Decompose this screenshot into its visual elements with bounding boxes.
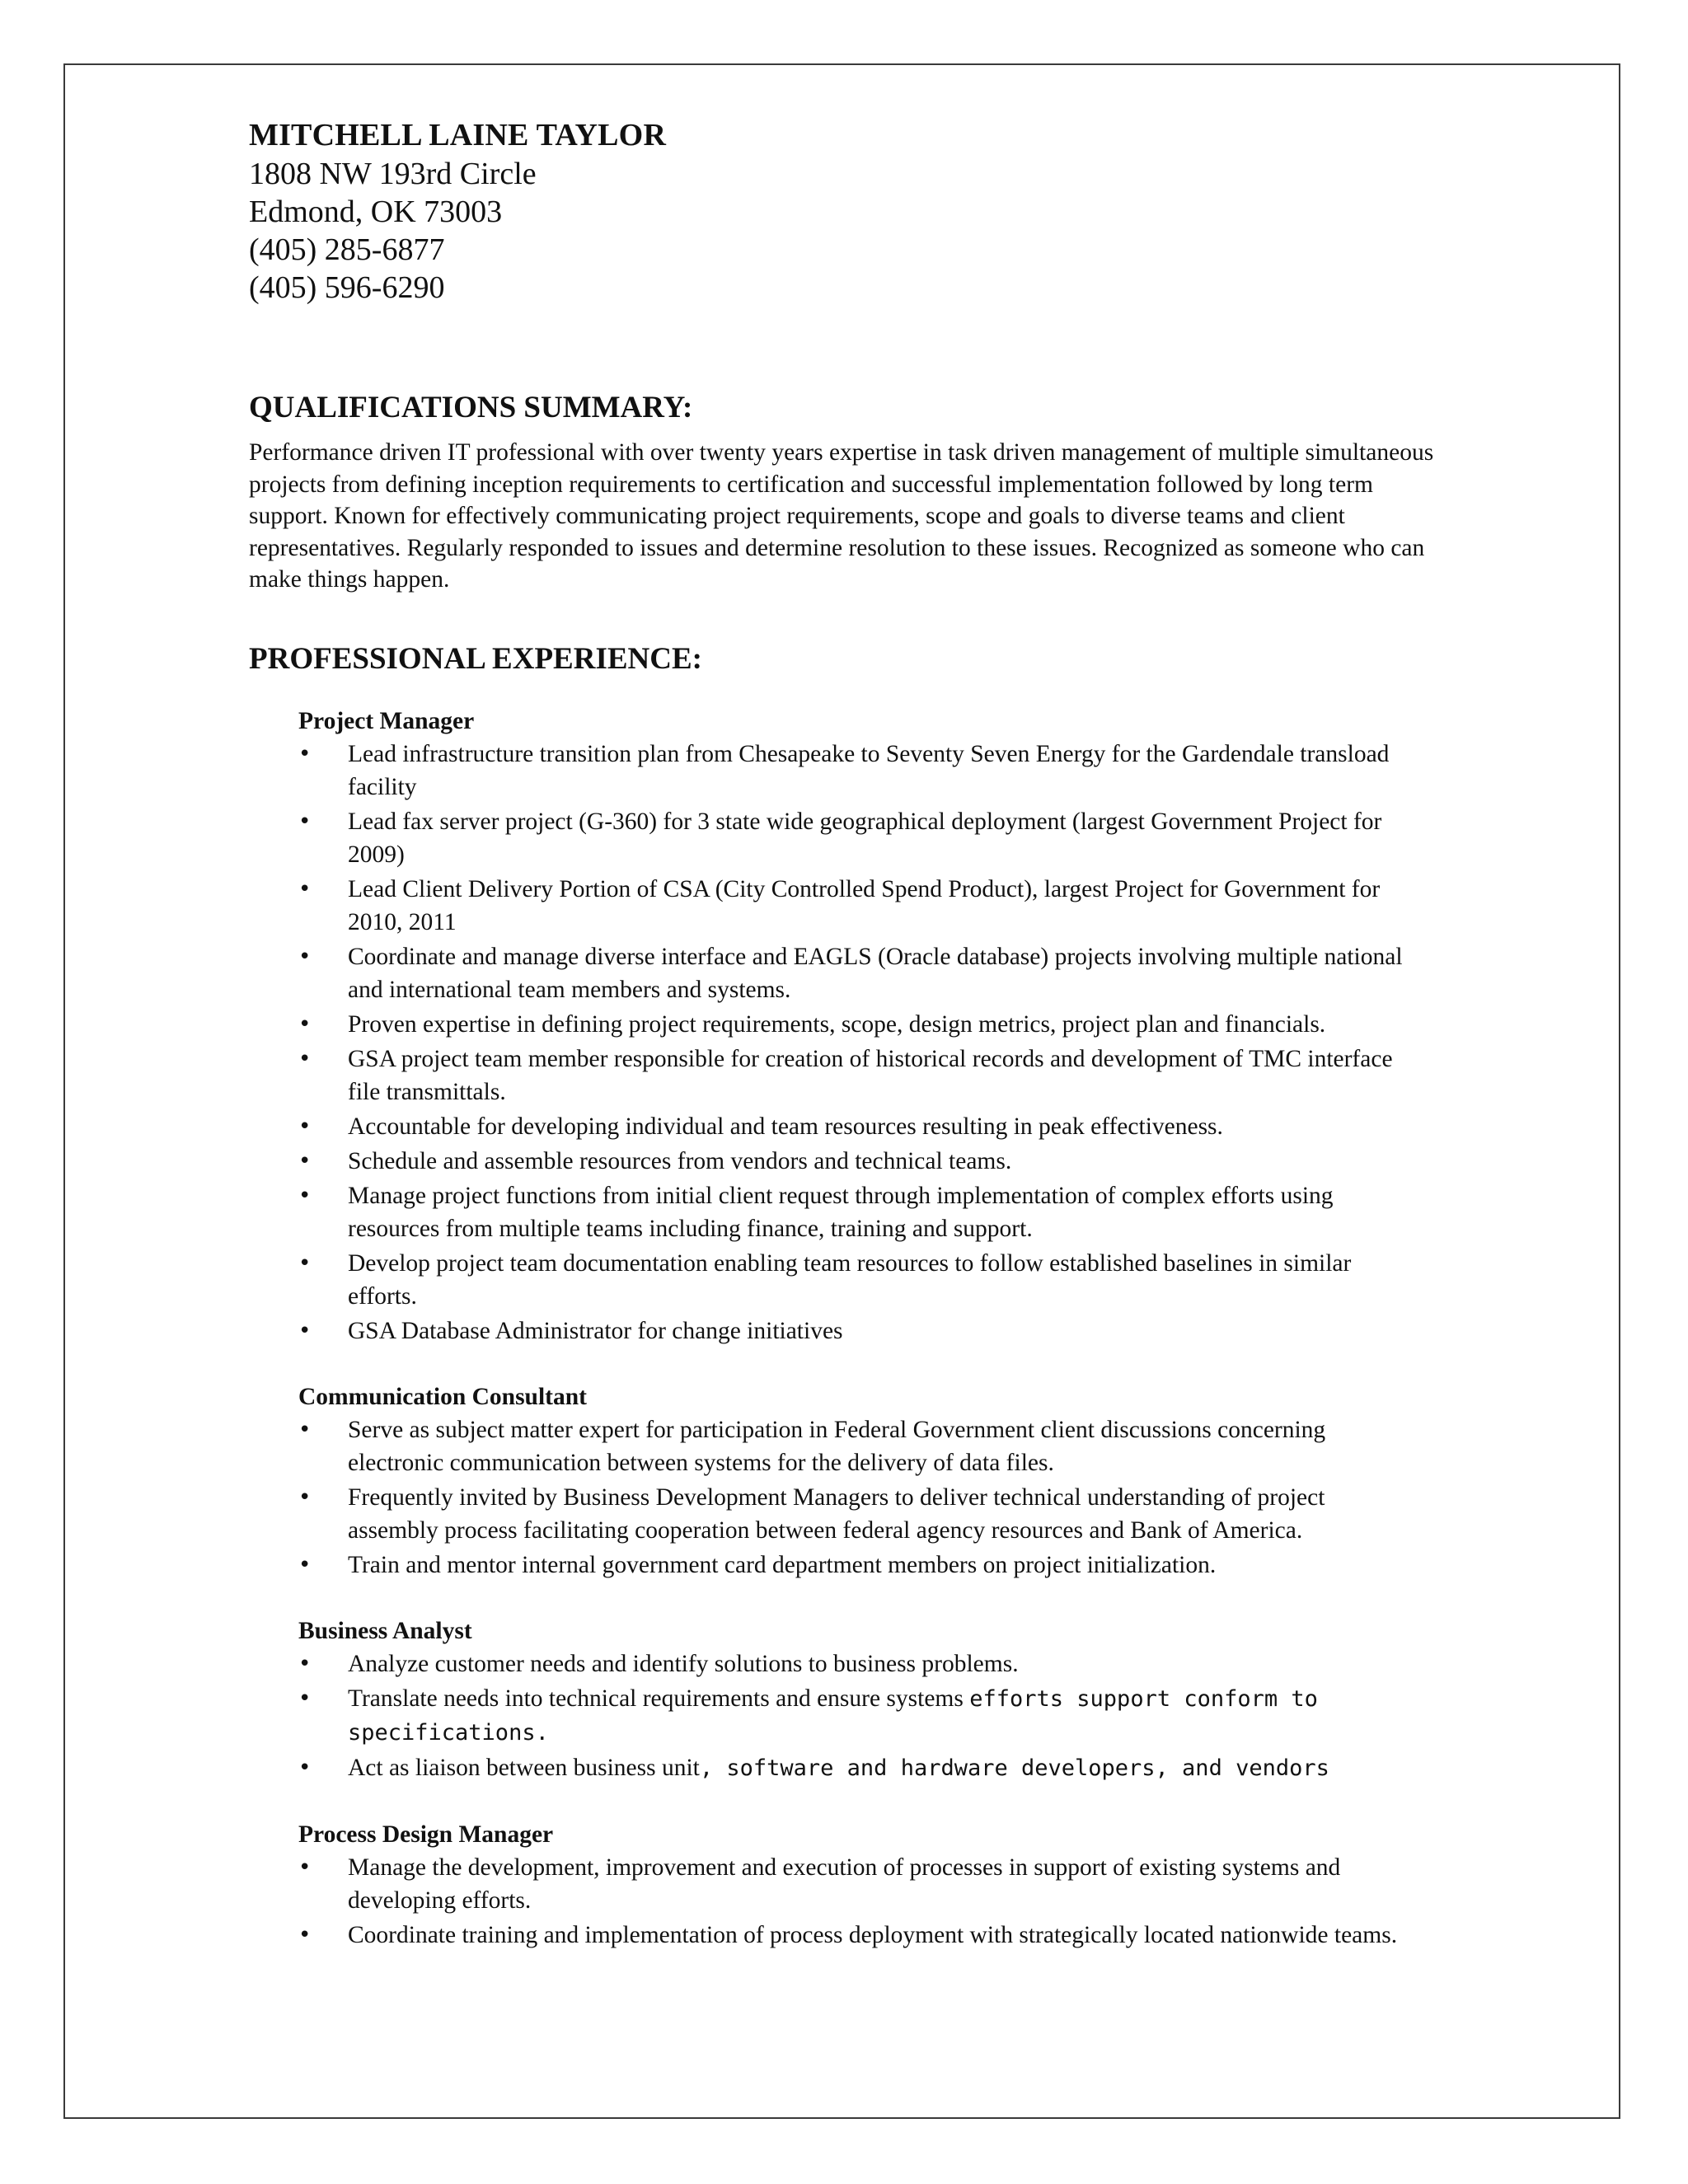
bullet-icon: • [298,1651,312,1676]
bullet-text: Train and mentor internal government card department members on project initialization. [348,1551,1217,1578]
bullet-icon: • [298,741,312,766]
bullet-icon: • [298,1922,312,1947]
list-item [298,873,1403,939]
bullet-icon: • [298,944,312,969]
list-item [298,1043,1403,1108]
job-bullet-list [298,1851,1452,1952]
bullet-text: Schedule and assemble resources from vendors and technical teams. [348,1147,1012,1174]
resume-document [249,115,1452,1953]
bullet-icon: • [298,1552,312,1577]
job-title: Project Manager [298,707,475,734]
job-process-design-manager [298,1818,1452,1952]
qualifications-summary-text: Performance driven IT professional with over twenty years expertise in task driven management of multiple simultaneous projects from defining inception requirements to certification and successful implementation followed by long term support. Known for effectively communicating project requirements, scope and goals to diverse teams and client representatives. Regularly responded to issues and determine resolution to these issues. Recognized as someone who can make things happen. [249,439,1434,593]
job-communication-consultant [298,1380,1452,1582]
bullet-text: GSA project team member responsible for creation of historical records and development of TMC interface file transmittals. [348,1045,1393,1105]
bullet-text: Frequently invited by Business Development Managers to deliver technical understanding of project assembly process facilitating cooperation between federal agency resources and Bank of America. [348,1483,1325,1544]
bullet-icon: • [298,1113,312,1139]
bullet-icon: • [298,1250,312,1276]
bullet-icon: • [298,1854,312,1880]
bullet-icon: • [298,808,312,834]
phone-primary: (405) 285-6877 [249,232,445,267]
bullet-text: Accountable for developing individual and team resources resulting in peak effectiveness. [348,1113,1223,1140]
job-business-analyst [298,1615,1452,1785]
bullet-icon: • [298,1011,312,1037]
bullet-text: Serve as subject matter expert for participation in Federal Government client discussions concerning electronic communication between systems for the delivery of data files. [348,1416,1326,1476]
list-item [298,1315,1403,1347]
bullet-text-mono: efforts support conform to specifications. [348,1685,1318,1746]
bullet-icon: • [298,1417,312,1442]
bullet-text: Act as liaison between business unit [348,1754,700,1781]
job-bullet-list [298,1413,1452,1582]
job-bullet-list [298,738,1452,1347]
list-item [298,940,1403,1006]
list-item [298,1919,1403,1952]
bullet-text: Manage project functions from initial client request through implementation of complex efforts using resources from multiple teams including finance, training and support. [348,1182,1334,1242]
bullet-icon: • [298,876,312,902]
bullet-icon: • [298,1318,312,1343]
qualifications-summary-heading: QUALIFICATIONS SUMMARY: [249,391,693,424]
list-item [298,1481,1403,1547]
list-item [298,738,1403,804]
list-item [298,805,1403,871]
bullet-icon: • [298,1046,312,1071]
bullet-text: Proven expertise in defining project requirements, scope, design metrics, project plan and financials. [348,1010,1326,1038]
list-item [298,1179,1403,1245]
bullet-icon: • [298,1685,312,1711]
bullet-text: Manage the development, improvement and execution of processes in support of existing systems and developing efforts. [348,1854,1341,1914]
bullet-text: Translate needs into technical requirements and ensure systems [348,1685,970,1712]
address-line-1: 1808 NW 193rd Circle [249,157,537,191]
job-title: Business Analyst [298,1617,472,1644]
bullet-icon: • [298,1148,312,1174]
bullet-text: Analyze customer needs and identify solutions to business problems. [348,1650,1019,1677]
list-item [298,1851,1403,1917]
list-item [298,1008,1403,1041]
bullet-text: Coordinate and manage diverse interface and EAGLS (Oracle database) projects involving multiple national and international team members and systems. [348,943,1403,1003]
bullet-text: Lead fax server project (G-360) for 3 state wide geographical deployment (largest Government Project for 2009) [348,808,1382,868]
list-item [298,1145,1403,1178]
professional-experience-heading: PROFESSIONAL EXPERIENCE: [249,641,702,676]
bullet-text-mono: , software and hardware developers, and vendors [699,1755,1329,1781]
list-item [298,1110,1403,1143]
bullet-icon: • [298,1755,312,1780]
list-item [298,1751,1403,1785]
job-project-manager [298,705,1452,1347]
address-line-2: Edmond, OK 73003 [249,194,503,229]
bullet-icon: • [298,1183,312,1208]
job-title: Communication Consultant [298,1383,587,1410]
contact-header [249,115,1452,307]
bullet-text: Develop project team documentation enabling team resources to follow established baselines in similar efforts. [348,1249,1352,1310]
bullet-text: Lead Client Delivery Portion of CSA (City Controlled Spend Product), largest Project for Government for 2010, 2011 [348,875,1381,935]
list-item [298,1682,1403,1750]
list-item [298,1647,1403,1680]
phone-secondary: (405) 596-6290 [249,270,445,305]
bullet-icon: • [298,1484,312,1510]
list-item [298,1247,1403,1313]
list-item [298,1549,1403,1582]
bullet-text: Lead infrastructure transition plan from Chesapeake to Seventy Seven Energy for the Gardendale transload facility [348,740,1390,800]
candidate-name: MITCHELL LAINE TAYLOR [249,118,667,152]
job-title: Process Design Manager [298,1821,554,1848]
bullet-text: GSA Database Administrator for change initiatives [348,1317,843,1344]
job-bullet-list [298,1647,1452,1785]
bullet-text: Coordinate training and implementation of process deployment with strategically located nationwide teams. [348,1921,1398,1948]
list-item [298,1413,1403,1479]
